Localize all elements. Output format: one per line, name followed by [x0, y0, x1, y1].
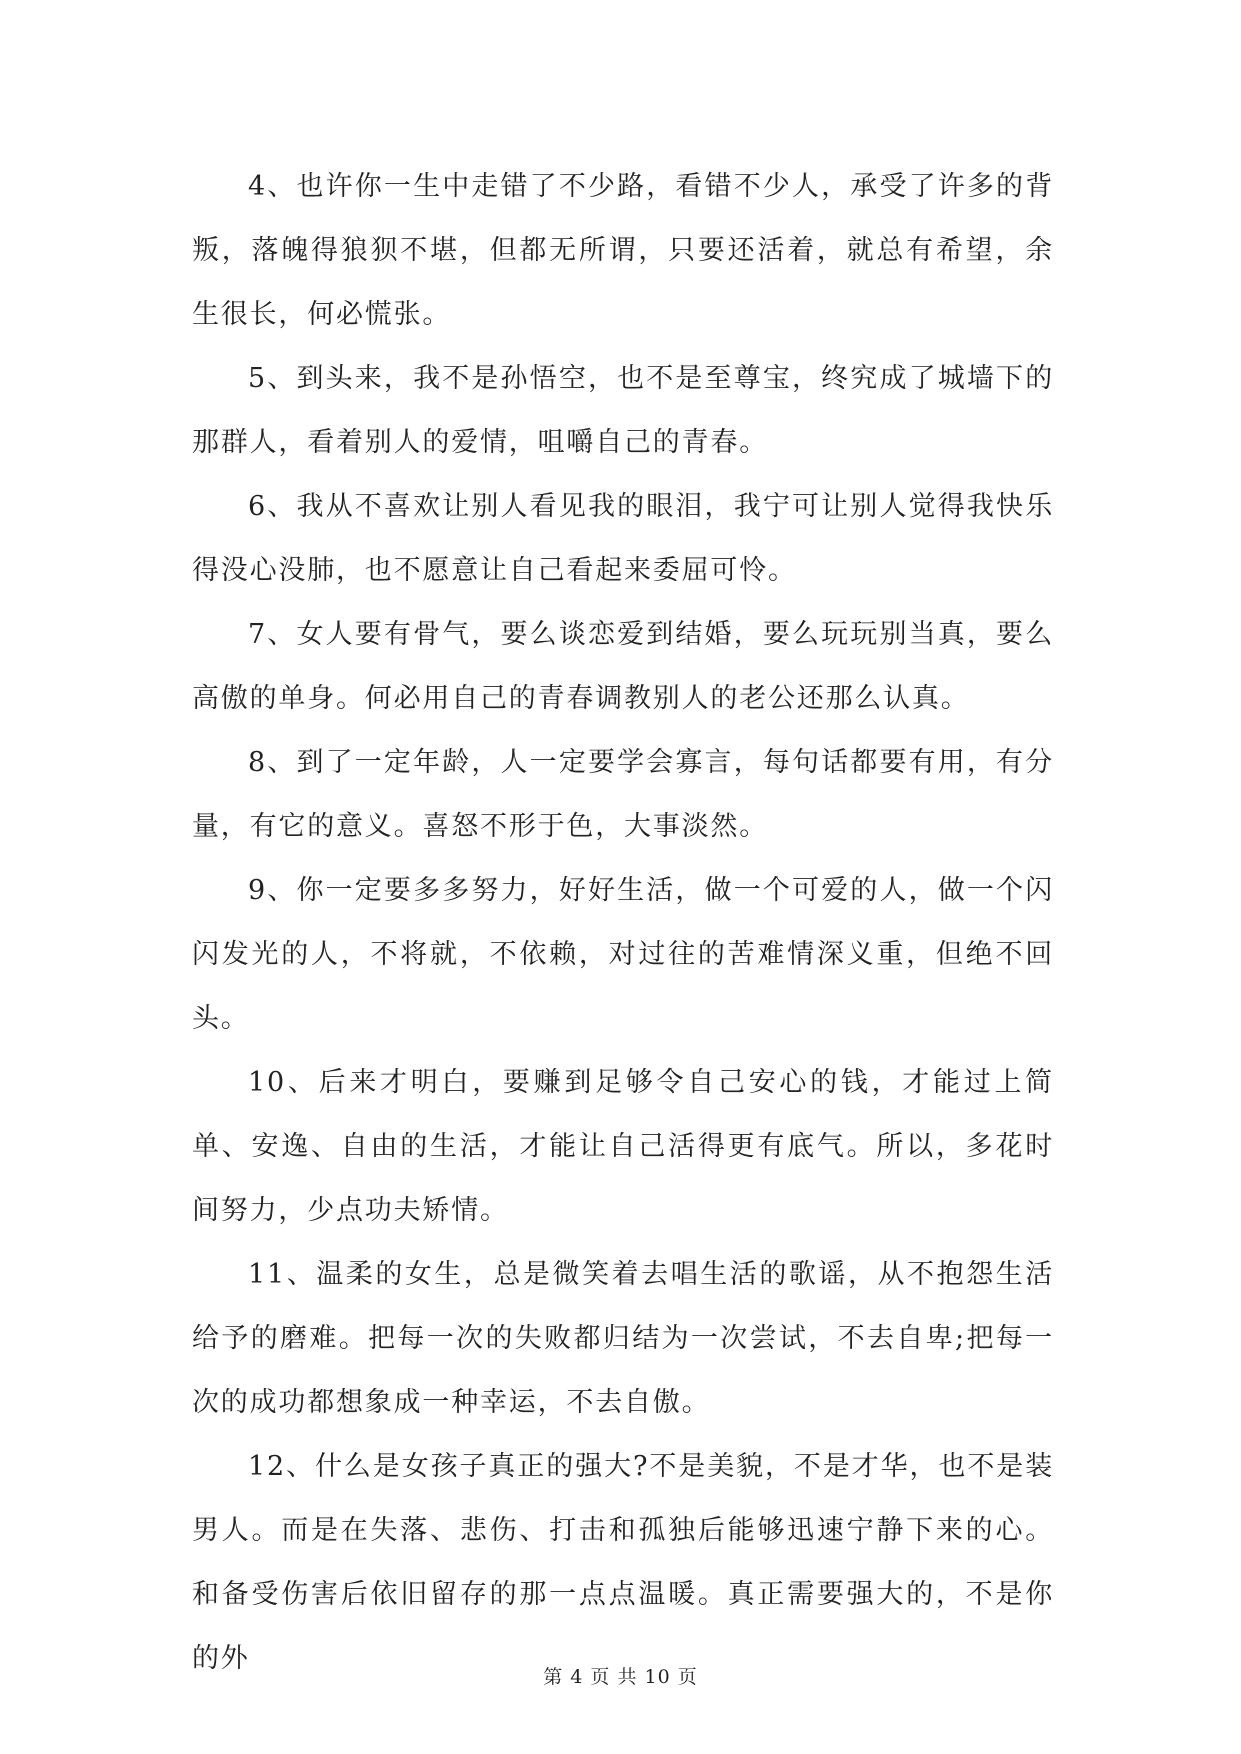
- paragraph-4: 4、也许你一生中走错了不少路，看错不少人，承受了许多的背叛，落魄得狼狈不堪，但都无所谓，只要还活着，就总有希望，余生很长，何必慌张。: [192, 171, 1054, 330]
- paragraph-10: 10、后来才明白，要赚到足够令自己安心的钱，才能过上简单、安逸、自由的生活，才能让自己活得更有底气。所以，多花时间努力，少点功夫矫情。: [192, 1067, 1054, 1226]
- paragraph-8: 8、到了一定年龄，人一定要学会寡言，每句话都要有用，有分量，有它的意义。喜怒不形于色，大事淡然。: [192, 747, 1054, 842]
- paragraph-6: 6、我从不喜欢让别人看见我的眼泪，我宁可让别人觉得我快乐得没心没肺，也不愿意让自己看起来委屈可怜。: [192, 491, 1054, 586]
- paragraph-9: 9、你一定要多多努力，好好生活，做一个可爱的人，做一个闪闪发光的人，不将就，不依赖，对过往的苦难情深义重，但绝不回头。: [192, 875, 1054, 1034]
- document-body: [192, 155, 1054, 1691]
- paragraph-12: 12、什么是女孩子真正的强大?不是美貌，不是才华，也不是装男人。而是在失落、悲伤、打击和孤独后能够迅速宁静下来的心。和备受伤害后依旧留存的那一点点温暖。真正需要强大的，不是你的外: [192, 1451, 1054, 1674]
- page-number-footer: 第 4 页 共 10 页: [543, 1666, 698, 1688]
- paragraph-7: 7、女人要有骨气，要么谈恋爱到结婚，要么玩玩别当真，要么高傲的单身。何必用自己的青春调教别人的老公还那么认真。: [192, 619, 1054, 714]
- paragraph-5: 5、到头来，我不是孙悟空，也不是至尊宝，终究成了城墙下的那群人，看着别人的爱情，咀嚼自己的青春。: [192, 363, 1054, 458]
- paragraph-11: 11、温柔的女生，总是微笑着去唱生活的歌谣，从不抱怨生活给予的磨难。把每一次的失败都归结为一次尝试，不去自卑;把每一次的成功都想象成一种幸运，不去自傲。: [192, 1259, 1054, 1418]
